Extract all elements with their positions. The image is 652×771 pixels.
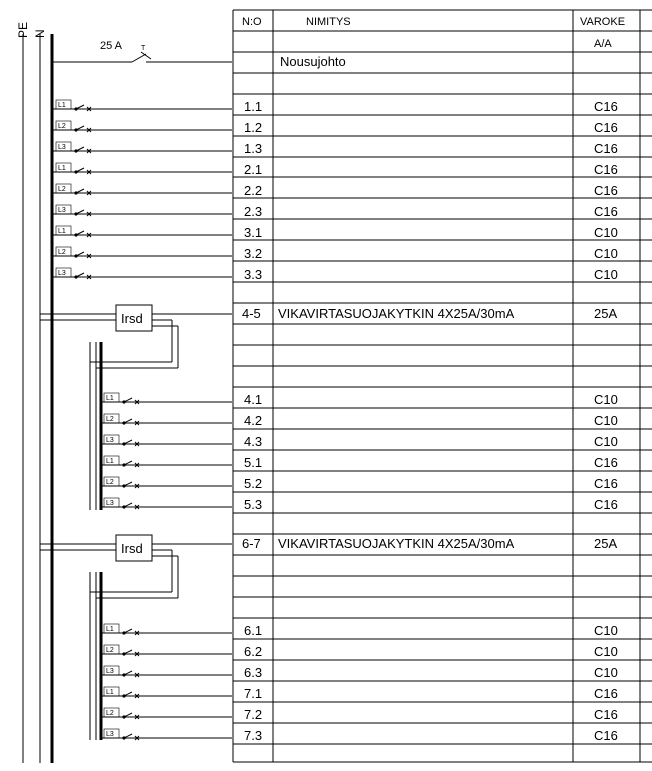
phase-label: L2 (106, 479, 114, 486)
rcd-2-name: VIKAVIRTASUOJAKYTKIN 4X25A/30mA (278, 536, 515, 551)
circuit-number: 4.2 (244, 413, 263, 428)
rcd-1-no: 4-5 (242, 306, 261, 321)
circuit-fuse: C16 (594, 162, 618, 177)
breaker-blade (76, 252, 84, 256)
breaker-blade (124, 692, 132, 696)
circuit-fuse: C10 (594, 267, 618, 282)
breaker-blade (124, 419, 132, 423)
circuit-row (52, 204, 618, 219)
circuit-row (52, 120, 618, 135)
breaker-blade (124, 398, 132, 402)
header-name: NIMITYS (306, 16, 351, 28)
main-busbars (23, 34, 52, 763)
breaker-blade (76, 168, 84, 172)
phase-label: L3 (58, 144, 66, 151)
circuit-number: 5.3 (244, 497, 263, 512)
main-breaker (52, 52, 232, 62)
circuit-number: 5.1 (244, 455, 263, 470)
circuit-fuse: C16 (594, 728, 618, 743)
phase-label: L1 (106, 395, 114, 402)
circuit-fuse: C10 (594, 413, 618, 428)
circuit-row (52, 162, 618, 177)
circuit-row (101, 455, 618, 470)
table-frame (233, 10, 652, 762)
circuit-fuse: C16 (594, 707, 618, 722)
circuit-row (52, 246, 618, 261)
phase-label: L1 (106, 458, 114, 465)
circuit-row (101, 413, 618, 428)
table-row-lines (233, 31, 652, 762)
phase-label: L3 (106, 731, 114, 738)
phase-label: L1 (106, 689, 114, 696)
circuit-fuse: C10 (594, 623, 618, 638)
rcd-2-no: 6-7 (242, 536, 261, 551)
phase-label: L1 (58, 165, 66, 172)
pe-bus-label: PE (16, 21, 30, 38)
main-breaker-rating: 25 A (100, 40, 123, 52)
breaker-blade (76, 189, 84, 193)
breaker-blade (76, 273, 84, 277)
circuit-fuse: C10 (594, 434, 618, 449)
circuit-row (52, 141, 618, 156)
circuit-number: 4.3 (244, 434, 263, 449)
circuit-number: 3.3 (244, 267, 263, 282)
phase-label: L2 (58, 123, 66, 130)
breaker-blade (124, 629, 132, 633)
breaker-blade (76, 105, 84, 109)
phase-label: L2 (106, 710, 114, 717)
circuit-number: 4.1 (244, 392, 263, 407)
feed-name: Nousujohto (280, 54, 346, 69)
phase-label: L1 (58, 102, 66, 109)
circuit-row (101, 497, 618, 512)
n-bus-label: N (33, 29, 47, 38)
phase-label: L2 (58, 249, 66, 256)
circuit-row (101, 434, 618, 449)
breaker-blade (124, 461, 132, 465)
phase-label: L1 (58, 228, 66, 235)
circuit-fuse: C16 (594, 476, 618, 491)
circuit-fuse: C16 (594, 204, 618, 219)
phase-label: L1 (106, 626, 114, 633)
phase-label: L3 (58, 207, 66, 214)
header-fuse-unit: A/A (594, 38, 612, 50)
circuit-number: 6.1 (244, 623, 263, 638)
breaker-blade (76, 147, 84, 151)
circuit-fuse: C16 (594, 141, 618, 156)
circuit-row (52, 267, 618, 282)
phase-label: L3 (106, 668, 114, 675)
circuit-number: 2.3 (244, 204, 263, 219)
circuit-row (52, 183, 618, 198)
phase-label: L2 (106, 647, 114, 654)
phase-label: L3 (106, 500, 114, 507)
circuit-fuse: C10 (594, 644, 618, 659)
breaker-blade (124, 713, 132, 717)
circuit-row (52, 225, 618, 240)
breaker-blade (76, 231, 84, 235)
circuit-group-1 (52, 99, 618, 282)
circuit-row (101, 728, 618, 743)
circuit-row (101, 665, 618, 680)
header-no: N:O (242, 16, 262, 28)
circuit-fuse: C10 (594, 246, 618, 261)
circuit-row (101, 686, 618, 701)
circuit-number: 7.3 (244, 728, 263, 743)
circuit-row (52, 99, 618, 114)
rcd-1-label: Irsd (121, 311, 143, 326)
main-breaker-symbol: T (141, 45, 146, 52)
circuit-fuse: C16 (594, 183, 618, 198)
circuit-number: 5.2 (244, 476, 263, 491)
breaker-blade (124, 482, 132, 486)
breaker-blade (124, 503, 132, 507)
rcd-1-name: VIKAVIRTASUOJAKYTKIN 4X25A/30mA (278, 306, 515, 321)
header-fuse: VAROKE (580, 16, 626, 28)
circuit-number: 6.3 (244, 665, 263, 680)
circuit-fuse: C16 (594, 455, 618, 470)
circuit-number: 2.1 (244, 162, 263, 177)
phase-label: L3 (106, 437, 114, 444)
rcd-2-label: Irsd (121, 541, 143, 556)
circuit-number: 6.2 (244, 644, 263, 659)
circuit-number: 7.2 (244, 707, 263, 722)
circuit-fuse: C16 (594, 686, 618, 701)
circuit-fuse: C16 (594, 497, 618, 512)
circuit-number: 3.2 (244, 246, 263, 261)
circuit-number: 2.2 (244, 183, 263, 198)
rcd-2-fuse: 25A (594, 536, 618, 551)
circuit-row (101, 392, 618, 407)
circuit-row (101, 476, 618, 491)
phase-label: L3 (58, 270, 66, 277)
circuit-row (101, 707, 618, 722)
breaker-blade (124, 734, 132, 738)
breaker-blade (76, 210, 84, 214)
circuit-number: 3.1 (244, 225, 263, 240)
circuit-group-3 (101, 623, 618, 743)
rcd-1 (40, 305, 232, 510)
phase-label: L2 (106, 416, 114, 423)
breaker-blade (124, 650, 132, 654)
circuit-number: 1.2 (244, 120, 263, 135)
circuit-fuse: C10 (594, 392, 618, 407)
circuit-number: 1.1 (244, 99, 263, 114)
breaker-blade (124, 671, 132, 675)
rcd-1-fuse: 25A (594, 306, 618, 321)
circuit-number: 7.1 (244, 686, 263, 701)
circuit-fuse: C16 (594, 99, 618, 114)
circuit-fuse: C16 (594, 120, 618, 135)
breaker-blade (124, 440, 132, 444)
circuit-number: 1.3 (244, 141, 263, 156)
circuit-row (101, 623, 618, 638)
circuit-fuse: C10 (594, 665, 618, 680)
circuit-row (101, 644, 618, 659)
circuit-group-2 (101, 392, 618, 512)
phase-label: L2 (58, 186, 66, 193)
rcd-2 (40, 535, 232, 740)
breaker-blade (76, 126, 84, 130)
circuit-fuse: C10 (594, 225, 618, 240)
